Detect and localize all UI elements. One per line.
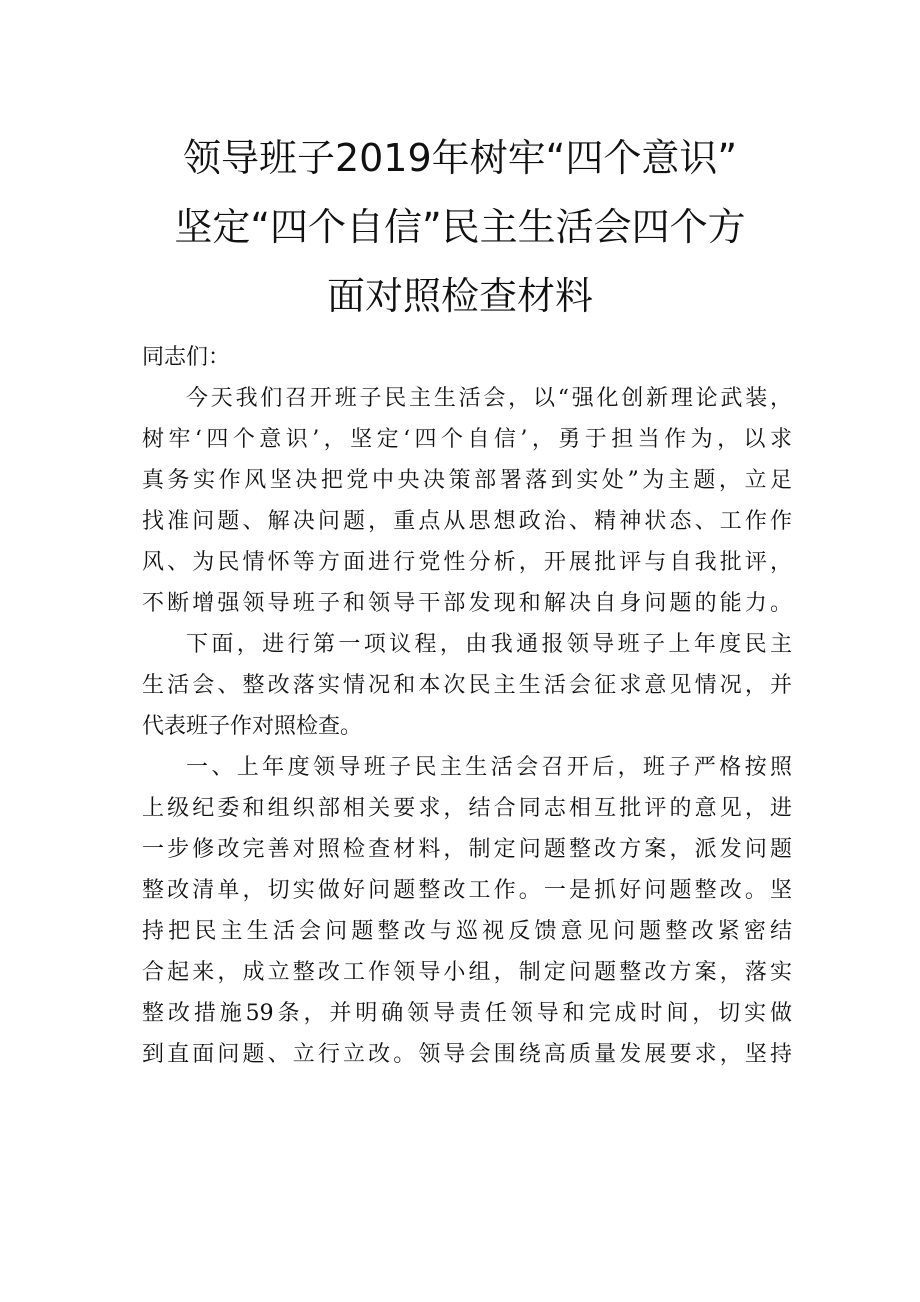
paragraph-line: 代表班子作对照检查。 <box>142 714 363 739</box>
paragraph-line: 树牢‘四个意识’，坚定‘四个自信’，勇于担当作为，以求 <box>142 427 792 452</box>
document-body <box>142 337 792 1075</box>
paragraph-2 <box>142 624 792 747</box>
paragraph-line: 风、为民情怀等方面进行党性分析，开展批评与自我批评， <box>142 550 792 575</box>
paragraph-line: 一、上年度领导班子民主生活会召开后，班子严格按照 <box>186 755 792 780</box>
paragraph-line: 今天我们召开班子民主生活会，以“强化创新理论武装， <box>186 386 792 411</box>
paragraph-line: 一步修改完善对照检查材料，制定问题整改方案，派发问题 <box>142 837 792 862</box>
paragraph-line: 找准问题、解决问题，重点从思想政治、精神状态、工作作 <box>142 509 792 534</box>
paragraph-line: 上级纪委和组织部相关要求，结合同志相互批评的意见，进 <box>142 796 792 821</box>
document-title <box>0 124 920 331</box>
paragraph-line: 生活会、整改落实情况和本次民主生活会征求意见情况，并 <box>142 673 792 698</box>
paragraph-line: 不断增强领导班子和领导干部发现和解决自身问题的能力。 <box>142 591 792 616</box>
salutation: 同志们： <box>142 345 231 370</box>
title-line-3: 面对照检查材料 <box>326 274 593 318</box>
paragraph-1 <box>142 378 792 624</box>
paragraph-line: 整改措施59条，并明确领导责任领导和完成时间，切实做 <box>142 1001 792 1026</box>
title-line-1: 领导班子2019年树牢“四个意识” <box>182 136 738 180</box>
paragraph-3 <box>142 747 792 1075</box>
paragraph-line: 下面，进行第一项议程，由我通报领导班子上年度民主 <box>186 632 792 657</box>
paragraph-line: 真务实作风坚决把党中央决策部署落到实处”为主题，立足 <box>142 468 792 493</box>
paragraph-line: 持把民主生活会问题整改与巡视反馈意见问题整改紧密结 <box>142 919 792 944</box>
paragraph-line: 到直面问题、立行立改。领导会围绕高质量发展要求，坚持 <box>142 1042 792 1067</box>
paragraph-line: 整改清单，切实做好问题整改工作。一是抓好问题整改。坚 <box>142 878 792 903</box>
title-line-2: 坚定“四个自信”民主生活会四个方 <box>174 205 746 249</box>
paragraph-line: 合起来，成立整改工作领导小组，制定问题整改方案，落实 <box>142 960 792 985</box>
